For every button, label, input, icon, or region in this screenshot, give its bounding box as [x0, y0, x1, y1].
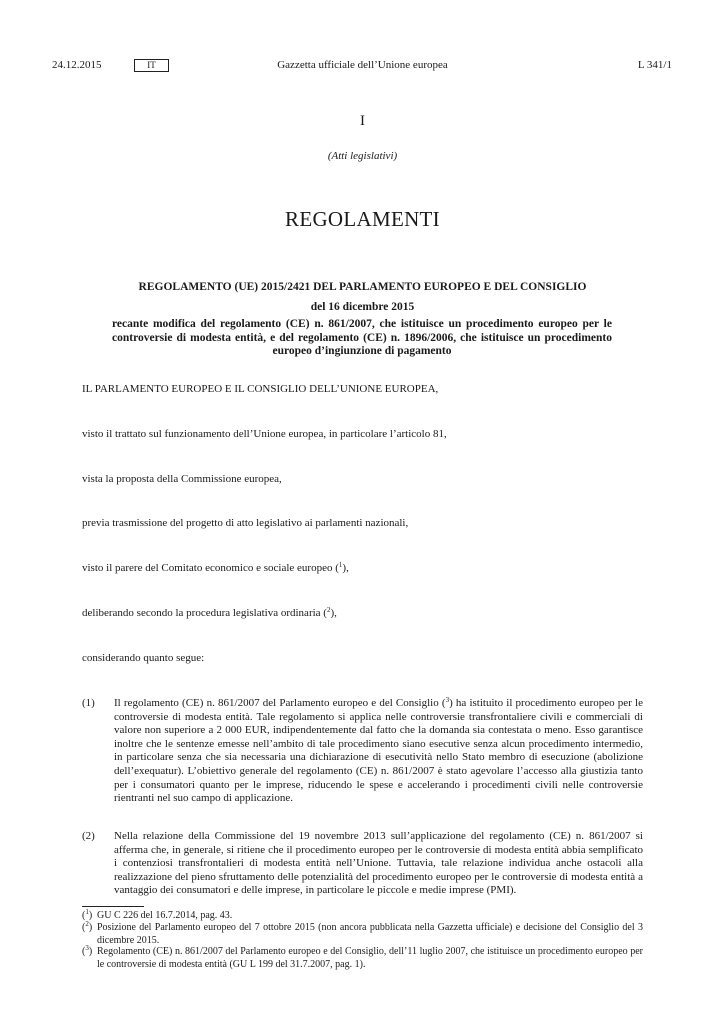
page-reference: L 341/1	[637, 59, 672, 71]
footnote: ($^1$) GU C 226 del 16.7.2014, pag. 43.	[82, 910, 643, 923]
citation-transmission: previa trasmissione del progetto di atto legislativo ai parlamenti nazionali,	[82, 517, 409, 529]
recital-number: (1)	[82, 697, 95, 709]
language-code-box: IT	[134, 59, 169, 72]
footnote-ref: 2	[326, 606, 331, 614]
citation-treaty: visto il trattato sul funzionamento dell’Unione europea, in particolare l’articolo 81,	[82, 428, 447, 440]
footnote-ref: 1	[338, 561, 343, 569]
regulation-subject: recante modifica del regolamento (CE) n. 861/2007, che istituisce un procedimento europeo per le controversie di modesta entità, e del regolamento (CE) n. 1896/2006, che istituisce un procedimento europeo d’ingiunzione di pagamento	[112, 318, 612, 357]
footnote-ref: 3	[445, 696, 450, 704]
regulation-title: REGOLAMENTO (UE) 2015/2421 DEL PARLAMENTO EUROPEO E DEL CONSIGLIO	[138, 281, 587, 293]
citation-text: deliberando secondo la procedura legislativa ordinaria	[82, 607, 321, 619]
footnote-text: Posizione del Parlamento europeo del 7 ottobre 2015 (non ancora pubblicata nella Gazzetta ufficiale) e decisione del Consiglio del 3 dicembre 2015.	[97, 922, 643, 946]
footnote-separator	[82, 906, 144, 907]
whereas-intro: considerando quanto segue:	[82, 652, 205, 664]
header-date: 24.12.2015	[52, 59, 102, 71]
recital-text: Il regolamento (CE) n. 861/2007 del Parlamento europeo e del Consiglio ($^3$) ha istituito il procedimento europeo per le controversie di modesta entità. Tale regolamento si applica nelle controversie transfrontaliere civili e commerciali di valore non superiore a 2 000 EUR, indipendentemente dal fatto che la domanda sia contestata o meno. Esso garantisce inoltre che le sentenze emesse nell’ambito di tale procedimento siano esecutive senza alcun procedimento intermedio, in particolare senza che sia necessaria una dichiarazione di esecutività nello Stato membro di esecuzione (abolizione dell’exequatur). L’obiettivo generale del regolamento (CE) n. 861/2007 è stato agevolare l’accesso alla giustizia tanto per i consumatori quanto per le imprese, riducendo le spese e accelerando i procedimenti civili nelle controversie rientranti nel suo campo di applicazione.	[114, 696, 643, 805]
regulation-date: del 16 dicembre 2015	[310, 301, 415, 313]
section-subtitle: (Atti legislativi)	[327, 150, 398, 162]
section-title: REGOLAMENTI	[285, 207, 440, 231]
citation-proposal: vista la proposta della Commissione europea,	[82, 473, 282, 485]
recital-text: Nella relazione della Commissione del 19 novembre 2013 sull’applicazione del regolamento (CE) n. 861/2007 si afferma che, in generale, si ritiene che il procedimento europeo per le controversie di modesta entità abbia semplificato i contenziosi transfrontalieri di modesta entità nell’Unione. Tuttavia, tale relazione individua anche ostacoli alla realizzazione del pieno sfruttamento delle potenzialità del procedimento europeo per le controversie di modesta entità a vantaggio dei consumatori e delle imprese, in particolare le piccole e medie imprese (PMI).	[114, 830, 643, 897]
footnote-text: Regolamento (CE) n. 861/2007 del Parlamento europeo e del Consiglio, dell’11 luglio 2007, che istituisce un procedimento europeo per le controversie di modesta entità (GU L 199 del 31.7.2007, pag. 1).	[97, 946, 643, 970]
footnote: ($^2$) Posizione del Parlamento europeo del 7 ottobre 2015 (non ancora pubblicata nella Gazzetta ufficiale) e decisione del Consiglio del 3 dicembre 2015.	[82, 920, 643, 946]
recital-number: (2)	[82, 830, 95, 842]
footnote-text: GU C 226 del 16.7.2014, pag. 43.	[97, 910, 233, 921]
preamble-intro: IL PARLAMENTO EUROPEO E IL CONSIGLIO DELL’UNIONE EUROPEA,	[82, 383, 439, 395]
section-number: I	[360, 113, 365, 129]
citation-procedure: deliberando secondo la procedura legislativa ordinaria ($^2$),	[82, 606, 337, 619]
footnote: ($^3$) Regolamento (CE) n. 861/2007 del Parlamento europeo e del Consiglio, dell’11 luglio 2007, che istituisce un procedimento europeo per le controversie di modesta entità (GU L 199 del 31.7.2007, pag. 1).	[82, 944, 643, 970]
citation-text: visto il parere del Comitato economico e sociale europeo	[82, 562, 333, 574]
citation-esc-opinion: visto il parere del Comitato economico e sociale europeo ($^1$),	[82, 561, 349, 574]
journal-title: Gazzetta ufficiale dell’Unione europea	[277, 59, 448, 71]
